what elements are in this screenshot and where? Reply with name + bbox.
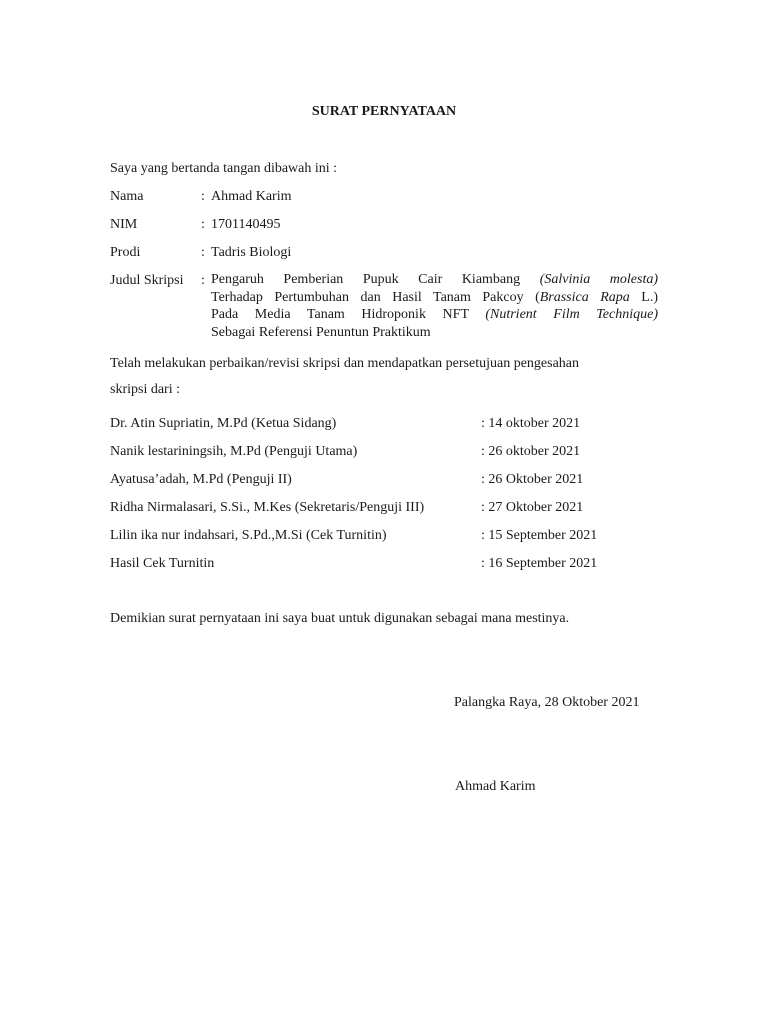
- thesis-title-block: [211, 271, 658, 341]
- thesis-title-line-2: [211, 289, 658, 307]
- field-colon-prodi: :: [201, 245, 205, 260]
- field-label-nim: NIM: [110, 217, 138, 232]
- approver-name: Lilin ika nur indahsari, S.Pd.,M.Si (Cek Turnitin): [110, 528, 387, 543]
- thesis-title-italic: Brassica Rapa: [539, 289, 630, 305]
- field-label-nama: Nama: [110, 189, 144, 204]
- field-label-judul: Judul Skripsi: [110, 273, 184, 288]
- thesis-title-text: Pada Media Tanam Hidroponik NFT: [211, 307, 486, 322]
- place-date: Palangka Raya, 28 Oktober 2021: [454, 695, 640, 710]
- approver-name: Dr. Atin Supriatin, M.Pd (Ketua Sidang): [110, 416, 337, 431]
- field-value-nama: Ahmad Karim: [211, 189, 292, 204]
- approval-text-line-1: Telah melakukan perbaikan/revisi skripsi dan mendapatkan persetujuan pengesahan: [110, 356, 580, 371]
- approval-text-line-2: skripsi dari :: [110, 382, 180, 397]
- intro-text: Saya yang bertanda tangan dibawah ini :: [110, 161, 338, 176]
- approver-date: : 14 oktober 2021: [481, 416, 581, 431]
- approver-date: : 27 Oktober 2021: [481, 500, 584, 515]
- approver-name: Ridha Nirmalasari, S.Si., M.Kes (Sekretaris/Penguji III): [110, 500, 425, 515]
- field-colon-judul: :: [201, 273, 205, 288]
- thesis-title-text: Pengaruh Pemberian Pupuk Cair Kiambang: [211, 272, 540, 287]
- field-value-prodi: Tadris Biologi: [211, 245, 292, 260]
- thesis-title-text: L.): [629, 289, 658, 305]
- thesis-title-italic: (Salvinia molesta): [539, 272, 658, 287]
- closing-statement: Demikian surat pernyataan ini saya buat untuk digunakan sebagai mana mestinya.: [110, 611, 570, 626]
- field-label-prodi: Prodi: [110, 245, 141, 260]
- field-colon-nama: :: [201, 189, 205, 204]
- thesis-title-italic: (Nutrient Film Technique): [485, 307, 658, 322]
- approver-date: : 15 September 2021: [481, 528, 598, 543]
- approver-date: : 16 September 2021: [481, 556, 598, 571]
- approver-date: : 26 Oktober 2021: [481, 472, 584, 487]
- field-value-nim: 1701140495: [211, 217, 281, 232]
- document-title: SURAT PERNYATAAN: [311, 104, 457, 119]
- thesis-title-line-4: Sebagai Referensi Penuntun Praktikum: [211, 324, 431, 340]
- signer-name: Ahmad Karim: [455, 779, 536, 794]
- approver-name: Ayatusa’adah, M.Pd (Penguji II): [110, 472, 292, 487]
- approver-date: : 26 oktober 2021: [481, 444, 581, 459]
- thesis-title-text: Terhadap Pertumbuhan dan Hasil Tanam Pakcoy (: [211, 289, 540, 305]
- approver-name: Hasil Cek Turnitin: [110, 556, 215, 571]
- field-colon-nim: :: [201, 217, 205, 232]
- thesis-title-line-1: [211, 271, 658, 289]
- thesis-title-line-3: [211, 306, 658, 324]
- approver-name: Nanik lestariningsih, M.Pd (Penguji Utama): [110, 444, 358, 459]
